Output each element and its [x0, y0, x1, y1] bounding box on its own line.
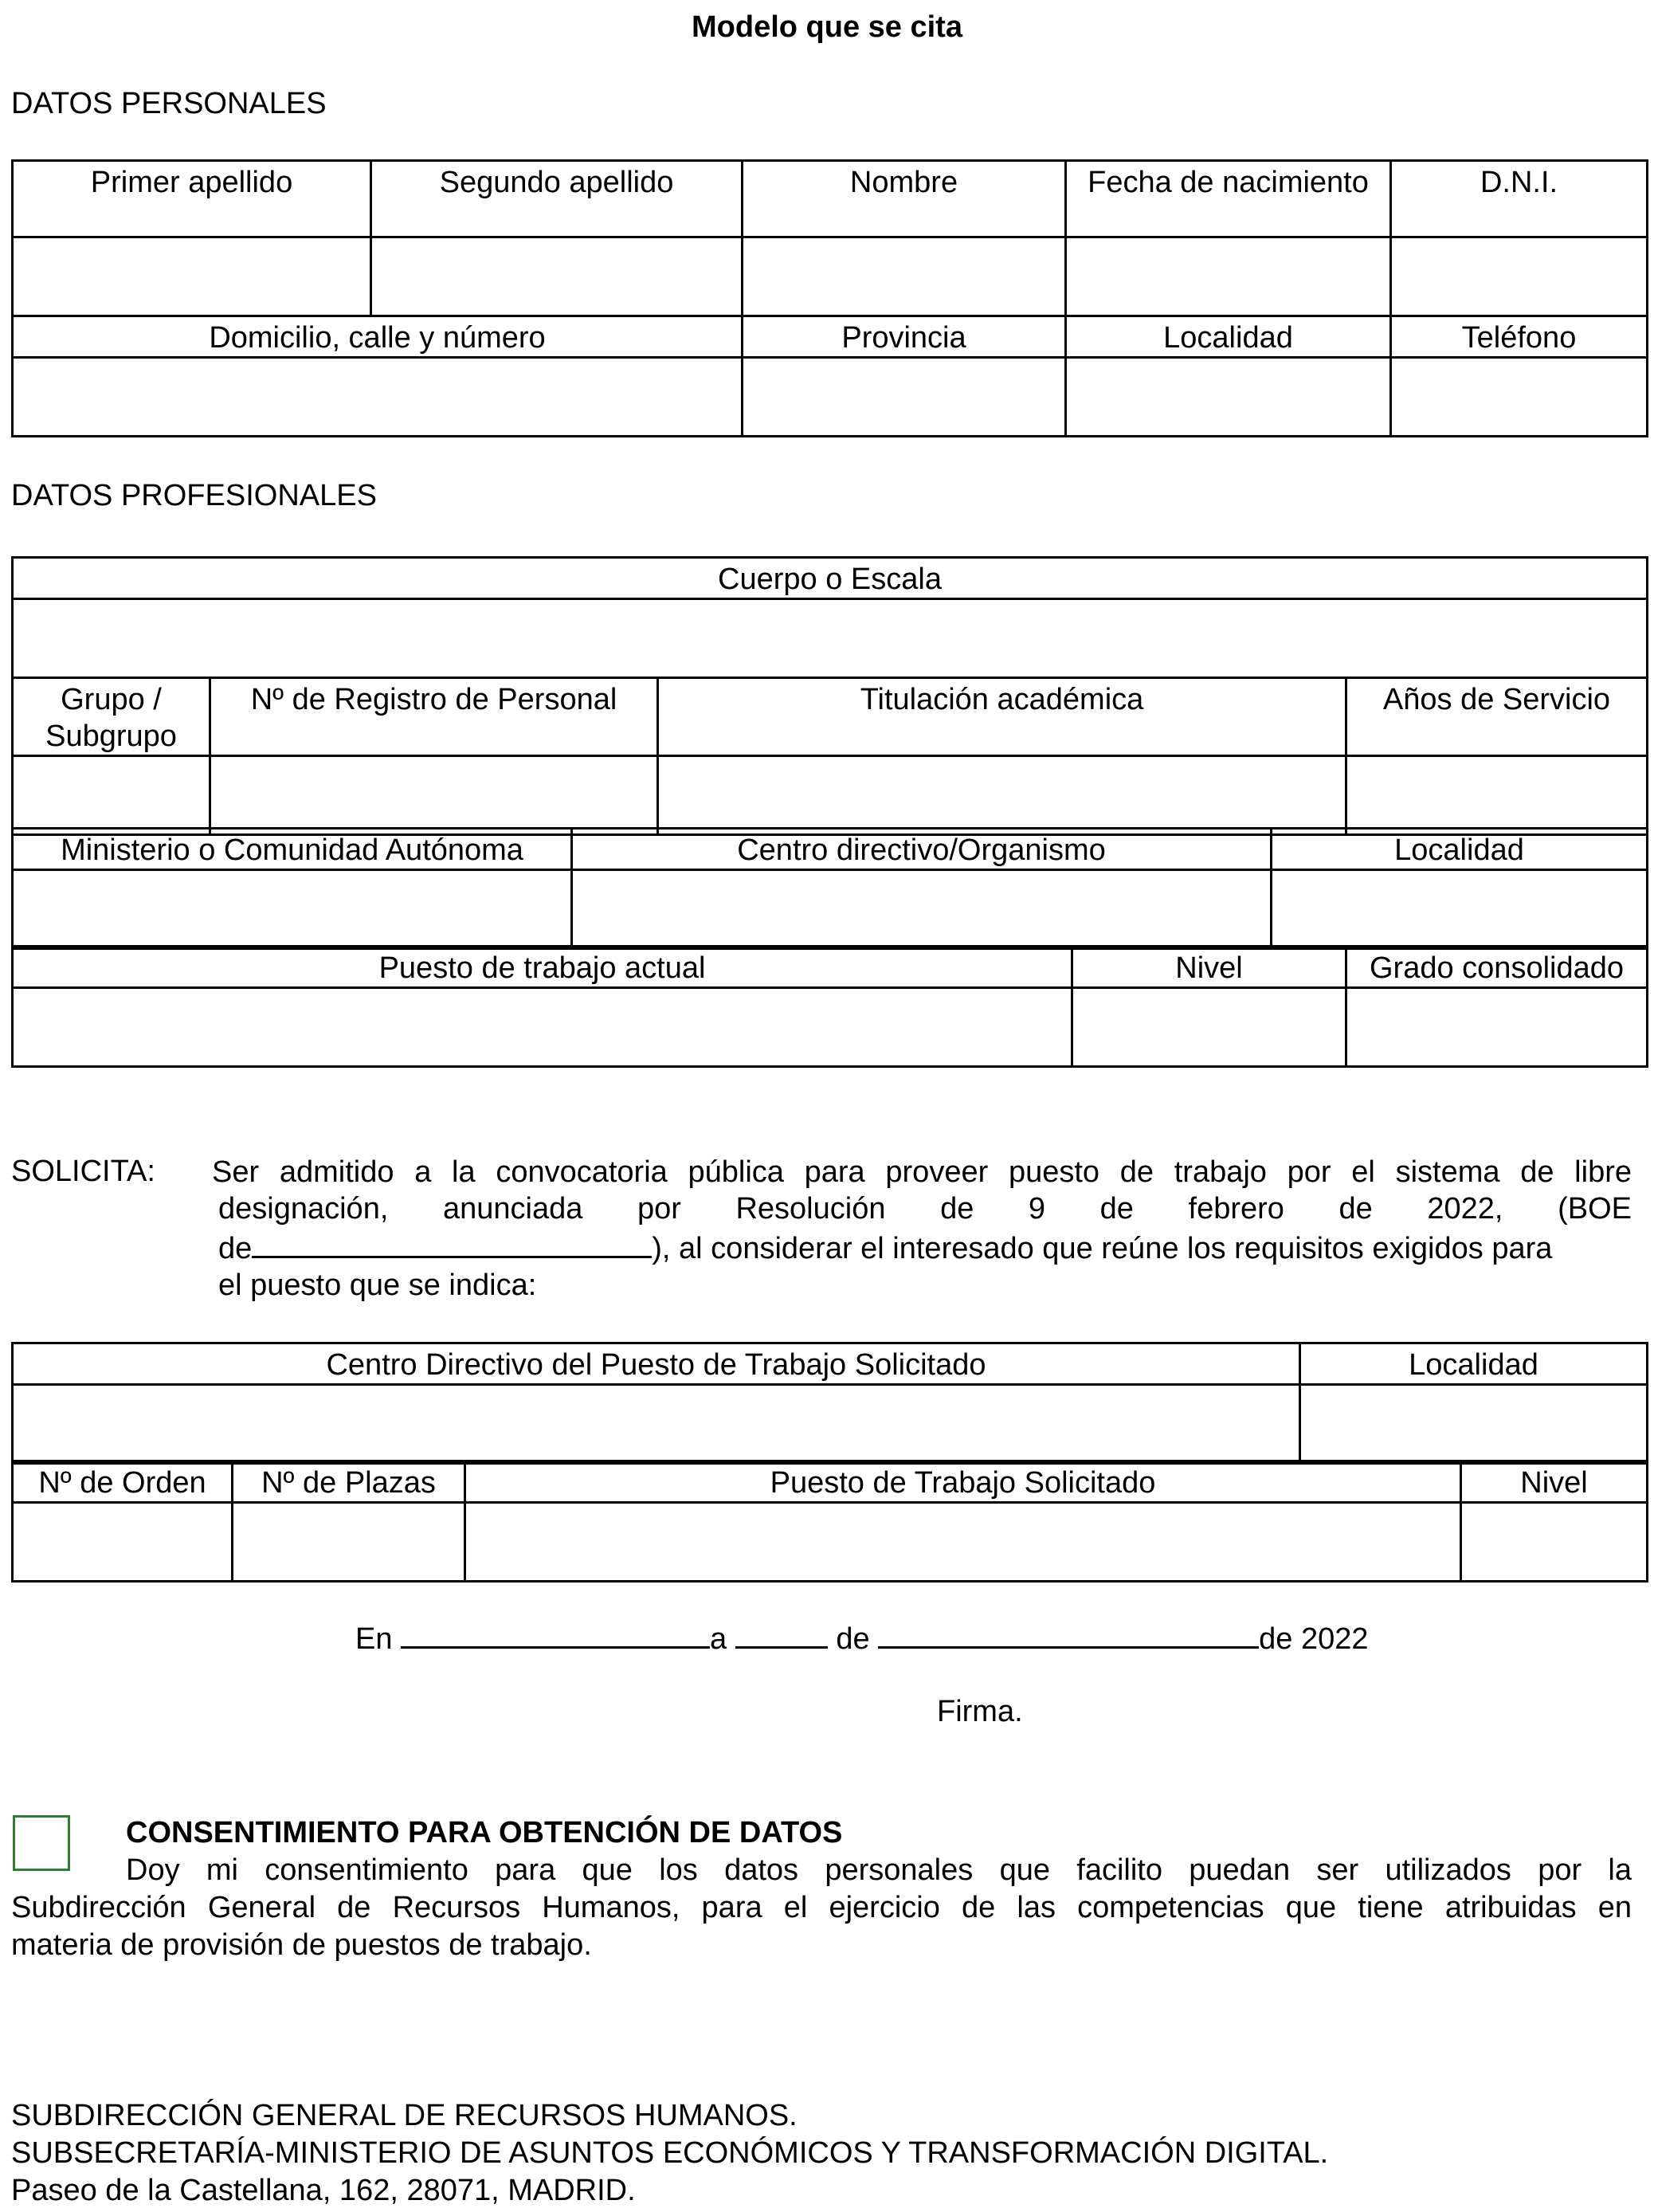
date-en: En	[355, 1622, 393, 1656]
field-registro-personal[interactable]	[210, 756, 658, 835]
boe-date-blank[interactable]	[252, 1227, 652, 1258]
month-blank[interactable]	[878, 1618, 1259, 1649]
field-titulacion[interactable]	[658, 756, 1346, 835]
header-provincia: Provincia	[743, 316, 1066, 358]
header-segundo-apellido: Segundo apellido	[371, 161, 743, 237]
field-cuerpo-escala[interactable]	[13, 599, 1648, 678]
field-grupo-subgrupo[interactable]	[13, 756, 210, 835]
header-telefono: Teléfono	[1391, 316, 1648, 358]
field-localidad[interactable]	[1066, 358, 1391, 437]
solicita-line-3-rest: ), al considerar el interesado que reúne los requisitos exigidos para	[652, 1232, 1553, 1265]
header-dni: D.N.I.	[1391, 161, 1648, 237]
date-a: a	[710, 1622, 727, 1656]
date-line	[355, 1618, 1369, 1658]
header-cuerpo-escala: Cuerpo o Escala	[13, 558, 1648, 599]
header-nivel-solicitado: Nivel	[1461, 1461, 1648, 1503]
field-nivel-solicitado[interactable]	[1461, 1503, 1648, 1582]
field-puesto-solicitado[interactable]	[465, 1503, 1461, 1582]
field-primer-apellido[interactable]	[13, 237, 371, 316]
consent-text	[11, 1852, 1632, 1964]
field-numero-plazas[interactable]	[233, 1503, 465, 1582]
field-nivel[interactable]	[1072, 988, 1346, 1067]
solicita-de: de	[218, 1232, 253, 1265]
field-telefono[interactable]	[1391, 358, 1648, 437]
field-puesto-actual[interactable]	[13, 988, 1072, 1067]
field-localidad-solicitada[interactable]	[1300, 1385, 1648, 1464]
header-centro-directivo-solicitado: Centro Directivo del Puesto de Trabajo Solicitado	[13, 1343, 1300, 1385]
field-segundo-apellido[interactable]	[371, 237, 743, 316]
header-domicilio: Domicilio, calle y número	[13, 316, 743, 358]
section-heading-professional: DATOS PROFESIONALES	[11, 479, 377, 512]
header-anos-servicio: Años de Servicio	[1346, 678, 1648, 756]
header-localidad-solicitada: Localidad	[1300, 1343, 1648, 1385]
professional-data-table-2	[11, 827, 1648, 950]
header-numero-orden: Nº de Orden	[13, 1461, 233, 1503]
personal-data-table	[11, 159, 1648, 437]
professional-data-table-3	[11, 945, 1648, 1068]
footer-address	[11, 2097, 1328, 2210]
field-anos-servicio[interactable]	[1346, 756, 1648, 835]
header-primer-apellido: Primer apellido	[13, 161, 371, 237]
field-nombre[interactable]	[743, 237, 1066, 316]
place-blank[interactable]	[401, 1618, 710, 1649]
field-dni[interactable]	[1391, 237, 1648, 316]
field-domicilio[interactable]	[13, 358, 743, 437]
field-centro-directivo-solicitado[interactable]	[13, 1385, 1300, 1464]
requested-post-table-2	[11, 1460, 1648, 1583]
field-grado-consolidado[interactable]	[1346, 988, 1648, 1067]
field-numero-orden[interactable]	[13, 1503, 233, 1582]
footer-line-1: SUBDIRECCIÓN GENERAL DE RECURSOS HUMANOS.	[11, 2099, 798, 2132]
solicita-text	[214, 1154, 1632, 1304]
header-nivel: Nivel	[1072, 947, 1346, 988]
page-title: Modelo que se cita	[692, 10, 962, 44]
solicita-line-1: Ser admitido a la convocatoria pública para proveer puesto de trabajo por el sistema de libre	[212, 1155, 1632, 1189]
header-localidad-prof: Localidad	[1272, 829, 1648, 870]
solicita-label: SOLICITA:	[11, 1155, 155, 1188]
header-numero-plazas: Nº de Plazas	[233, 1461, 465, 1503]
consent-line-3: materia de provisión de puestos de trabajo.	[11, 1928, 592, 1962]
requested-post-table-1	[11, 1342, 1648, 1465]
field-fecha-nacimiento[interactable]	[1066, 237, 1391, 316]
header-grado-consolidado: Grado consolidado	[1346, 947, 1648, 988]
date-de: de	[836, 1622, 870, 1656]
signature-label: Firma.	[937, 1695, 1023, 1728]
field-provincia[interactable]	[743, 358, 1066, 437]
header-grupo-subgrupo: Grupo / Subgrupo	[13, 678, 210, 756]
field-ministerio[interactable]	[13, 870, 572, 949]
header-fecha-nacimiento: Fecha de nacimiento	[1066, 161, 1391, 237]
consent-title: CONSENTIMIENTO PARA OBTENCIÓN DE DATOS	[126, 1816, 843, 1849]
footer-line-3: Paseo de la Castellana, 162, 28071, MADRID.	[11, 2174, 636, 2207]
solicita-line-2: designación, anunciada por Resolución de 9 de febrero de 2022, (BOE	[218, 1192, 1632, 1226]
field-centro-directivo[interactable]	[572, 870, 1272, 949]
consent-line-1: Doy mi consentimiento para que los datos personales que facilito puedan ser utilizados por la	[126, 1853, 1632, 1887]
footer-line-2: SUBSECRETARÍA-MINISTERIO DE ASUNTOS ECONÓMICOS Y TRANSFORMACIÓN DIGITAL.	[11, 2136, 1329, 2170]
header-centro-directivo: Centro directivo/Organismo	[572, 829, 1272, 870]
professional-data-table-1	[11, 556, 1648, 836]
section-heading-personal: DATOS PERSONALES	[11, 87, 327, 120]
header-ministerio: Ministerio o Comunidad Autónoma	[13, 829, 572, 870]
header-puesto-actual: Puesto de trabajo actual	[13, 947, 1072, 988]
consent-line-2: Subdirección General de Recursos Humanos, para el ejercicio de las competencias que tiene atribuidas en	[11, 1891, 1632, 1924]
header-registro-personal: Nº de Registro de Personal	[210, 678, 658, 756]
solicita-line-4: el puesto que se indica:	[218, 1269, 537, 1302]
header-localidad: Localidad	[1066, 316, 1391, 358]
header-titulacion: Titulación académica	[658, 678, 1346, 756]
field-localidad-prof[interactable]	[1272, 870, 1648, 949]
date-year: de 2022	[1259, 1622, 1369, 1656]
header-nombre: Nombre	[743, 161, 1066, 237]
header-puesto-solicitado: Puesto de Trabajo Solicitado	[465, 1461, 1461, 1503]
solicita-line-3	[218, 1227, 1632, 1267]
day-blank[interactable]	[735, 1618, 828, 1649]
